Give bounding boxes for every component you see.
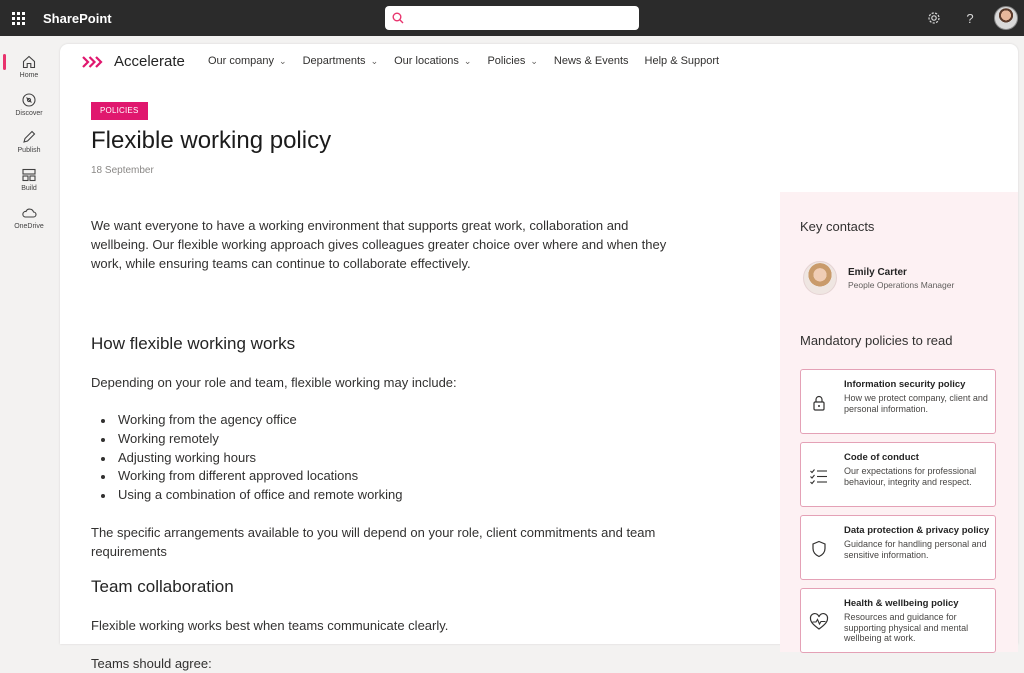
appbar-label: Build — [21, 185, 37, 192]
search-icon — [392, 12, 404, 24]
heading-how-it-works: How flexible working works — [91, 334, 296, 353]
app-name[interactable]: SharePoint — [43, 10, 112, 26]
home-icon — [21, 54, 37, 70]
app-launcher-button[interactable] — [0, 0, 36, 36]
site-navigation — [208, 55, 735, 67]
policy-card-code-of-conduct[interactable] — [800, 442, 996, 507]
nav-item-policies[interactable] — [487, 55, 537, 67]
nav-item-departments[interactable] — [303, 55, 379, 67]
nav-label: Policies — [487, 55, 526, 67]
search-box[interactable] — [385, 6, 639, 30]
help-button[interactable]: ? — [966, 10, 974, 26]
chevron-down-icon: ⌄ — [463, 55, 472, 66]
appbar-item-home[interactable] — [0, 52, 58, 88]
paragraph-may-include: Depending on your role and team, flexible working may include: — [91, 375, 457, 390]
cloud-icon — [21, 205, 37, 221]
site-title[interactable]: Accelerate — [114, 53, 185, 70]
paragraph-team: Flexible working works best when teams communicate clearly. — [91, 618, 449, 633]
chevrons-logo-icon — [82, 55, 104, 69]
page-canvas — [60, 44, 1018, 671]
policy-card-description: How we protect company, client and personal information. — [844, 393, 988, 414]
pen-icon — [21, 129, 37, 145]
appbar-item-discover[interactable] — [0, 90, 58, 126]
contact-role: People Operations Manager — [848, 280, 955, 290]
heart-pulse-icon — [808, 611, 830, 633]
site-header — [60, 44, 1018, 80]
intro-paragraph: We want everyone to have a working environment that supports great work, collaboration and wellbeing. Our flexible working approach gives colleagues greater choice over where and when they work, while ensuring teams can continue to collaborate effectively. — [91, 218, 667, 271]
appbar-label: Home — [19, 72, 39, 79]
flexible-options-list — [91, 411, 402, 505]
mandatory-policies-heading: Mandatory policies to read — [800, 333, 953, 348]
nav-label: Our locations — [394, 55, 459, 67]
appbar-label: OneDrive — [14, 223, 44, 230]
paragraph-specific: The specific arrangements available to you will depend on your role, client commitments and team requirements — [91, 525, 656, 559]
compass-icon — [21, 92, 37, 108]
chevron-down-icon: ⌄ — [279, 55, 287, 66]
policy-card-title: Data protection & privacy policy — [844, 525, 990, 536]
policy-card-information-security[interactable] — [800, 369, 996, 434]
nav-label: Departments — [302, 55, 366, 67]
list-item: Using a combination of office and remote working — [91, 486, 402, 505]
appbar-label: Publish — [17, 147, 41, 154]
appbar-item-publish[interactable] — [0, 127, 58, 163]
publish-date: 18 September — [91, 165, 154, 176]
appbar-label: Discover — [15, 110, 43, 117]
list-item: Working from the agency office — [91, 411, 402, 430]
policy-card-data-protection[interactable] — [800, 515, 996, 580]
build-icon — [21, 167, 37, 183]
settings-button[interactable] — [916, 0, 952, 36]
heading-team-collaboration: Team collaboration — [91, 577, 234, 596]
nav-label: Our company — [208, 55, 275, 67]
app-bar — [0, 36, 58, 640]
policy-card-description: Guidance for handling personal and sensitive information. — [844, 539, 987, 560]
suite-actions — [916, 0, 1024, 36]
contact-name[interactable]: Emily Carter — [848, 267, 907, 278]
nav-item-our-locations[interactable] — [394, 55, 471, 67]
appbar-item-onedrive[interactable] — [0, 203, 58, 239]
nav-item-our-company[interactable] — [208, 55, 287, 67]
nav-item-news-events[interactable] — [554, 55, 629, 67]
waffle-icon — [12, 12, 25, 25]
list-item: Working remotely — [91, 430, 402, 449]
chevron-down-icon: ⌄ — [530, 55, 538, 66]
nav-label: News & Events — [553, 55, 629, 67]
lock-icon — [808, 392, 830, 414]
page-title: Flexible working policy — [91, 127, 332, 154]
gear-icon — [927, 11, 941, 25]
nav-label: Help & Support — [644, 55, 720, 67]
appbar-item-build[interactable] — [0, 165, 58, 201]
suite-bar — [0, 0, 1024, 36]
site-logo[interactable] — [82, 55, 104, 69]
chevron-down-icon: ⌄ — [370, 55, 379, 66]
policy-card-description: Resources and guidance for supporting physical and mental wellbeing at work. — [844, 612, 969, 643]
checklist-icon — [808, 465, 830, 487]
contact-avatar[interactable] — [803, 261, 837, 295]
policy-card-title: Health & wellbeing policy — [844, 598, 959, 609]
search-input[interactable] — [408, 8, 628, 28]
policy-card-title: Code of conduct — [844, 452, 919, 463]
key-contacts-heading: Key contacts — [800, 219, 875, 234]
list-item: Working from different approved locations — [91, 467, 402, 486]
paragraph-teams-agree: Teams should agree: — [91, 656, 212, 671]
nav-item-help-support[interactable] — [645, 55, 720, 67]
policy-card-title: Information security policy — [844, 379, 966, 390]
list-item: Adjusting working hours — [91, 449, 402, 468]
user-avatar[interactable] — [994, 6, 1018, 30]
policy-card-health-wellbeing[interactable] — [800, 588, 996, 653]
category-tag[interactable]: POLICIES — [91, 102, 148, 120]
right-rail — [780, 192, 1018, 652]
shield-icon — [808, 538, 830, 560]
policy-card-description: Our expectations for professional behaviour, integrity and respect. — [844, 466, 977, 487]
